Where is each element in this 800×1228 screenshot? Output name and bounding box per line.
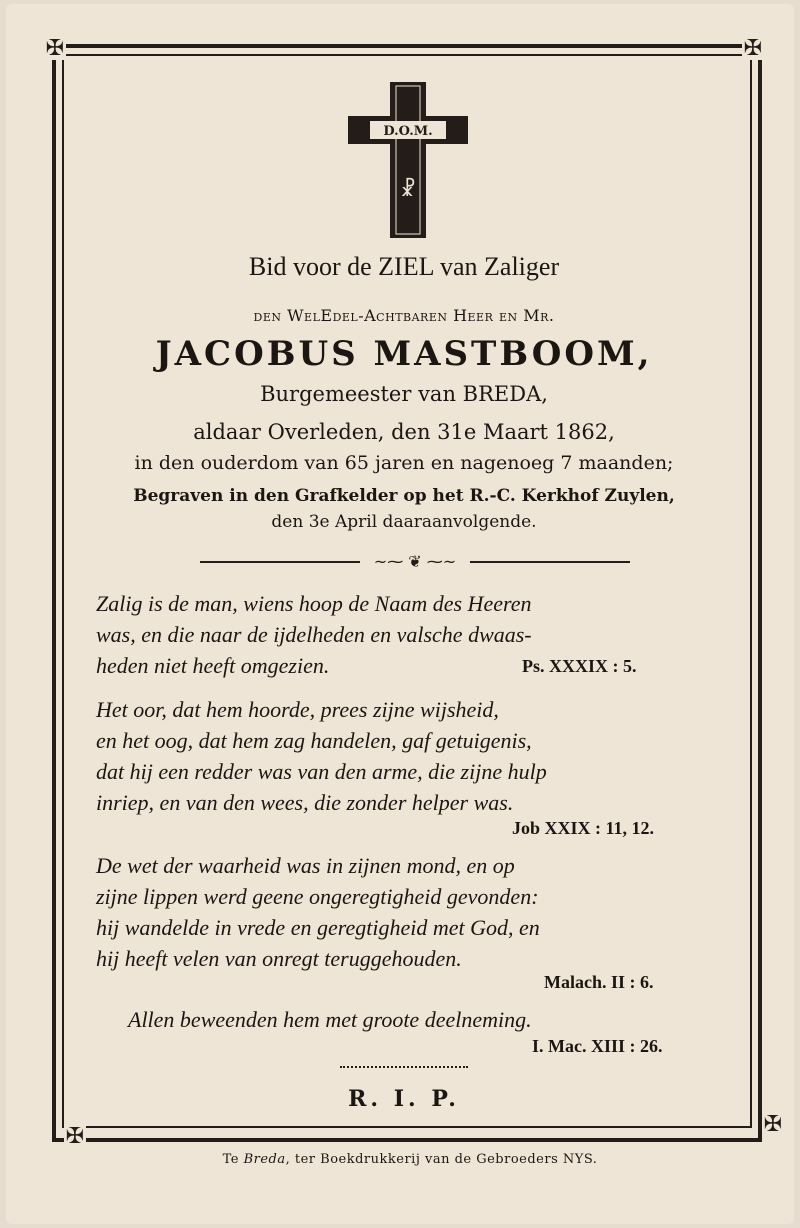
scripture-reference: Ps. XXXIX : 5. <box>522 656 637 676</box>
corner-cross-icon: ✠ <box>65 1124 85 1149</box>
passage-line: Het oor, dat hem hoorde, prees zijne wijsheid, <box>96 697 499 722</box>
passage-line: zijne lippen werd geene ongeregtigheid gevonden: <box>96 884 539 909</box>
dotted-divider <box>340 1066 468 1068</box>
burial-date: den 3e April daaraanvolgende. <box>271 512 537 532</box>
scripture-reference: I. Mac. XIII : 26. <box>532 1036 663 1056</box>
chi-rho-monogram: ☧ <box>400 177 416 201</box>
corner-cross-icon: ✠ <box>45 36 65 61</box>
passage-line: Allen beweenden hem met groote deelneming. <box>128 1007 532 1032</box>
imprint-city: Breda <box>243 1152 286 1167</box>
passage-line: heden niet heeft omgezien. <box>96 653 330 678</box>
rip-text: R. I. P. <box>348 1086 460 1112</box>
deceased-name: JACOBUS MASTBOOM, <box>155 334 653 374</box>
passage-line: hij heeft velen van onregt teruggehouden. <box>96 946 462 971</box>
passage-line: inriep, en van den wees, die zonder helper was. <box>96 790 514 815</box>
burial-line: Begraven in den Grafkelder op het R.-C. Kerkhof Zuylen, <box>133 486 675 506</box>
passage-line: De wet der waarheid was in zijnen mond, en op <box>96 853 515 878</box>
scripture-reference: Job XXIX : 11, 12. <box>512 818 655 838</box>
corner-cross-icon: ✠ <box>743 36 763 61</box>
ornament-divider <box>200 552 630 572</box>
scripture-reference: Malach. II : 6. <box>544 972 654 992</box>
prayer-heading: Bid voor de ZIEL van Zaliger <box>248 252 560 281</box>
scripture-passage <box>128 1004 768 1035</box>
scripture-passage <box>96 850 736 974</box>
honorific-line: den WelEdel-Achtbaren Heer en Mr. <box>253 306 555 325</box>
cross-label: D.O.M. <box>383 124 433 139</box>
printer-imprint <box>60 1152 760 1167</box>
death-line: aldaar Overleden, den 31e Maart 1862, <box>193 420 615 444</box>
scripture-passage <box>96 588 736 681</box>
passage-line: hij wandelde in vrede en geregtigheid met God, en <box>96 915 540 940</box>
passage-line: was, en die naar de ijdelheden en valsche dwaas- <box>96 622 532 647</box>
passage-line: dat hij een redder was van den arme, die zijne hulp <box>96 759 547 784</box>
imprint-suffix: , ter Boekdrukkerij van de Gebroeders NYS. <box>285 1152 598 1167</box>
cross-icon <box>346 78 470 242</box>
ornament-glyph: ~⁓ ❦ ⁓~ <box>373 552 457 571</box>
imprint-prefix: Te <box>222 1152 244 1167</box>
title-line: Burgemeester van BREDA, <box>260 382 548 406</box>
passage-line: Zalig is de man, wiens hoop de Naam des Heeren <box>96 591 532 616</box>
corner-cross-icon: ✠ <box>763 1112 783 1137</box>
age-line: in den ouderdom van 65 jaren en nagenoeg 7 maanden; <box>134 452 674 474</box>
scripture-passage <box>96 694 736 818</box>
passage-line: en het oog, dat hem zag handelen, gaf getuigenis, <box>96 728 532 753</box>
